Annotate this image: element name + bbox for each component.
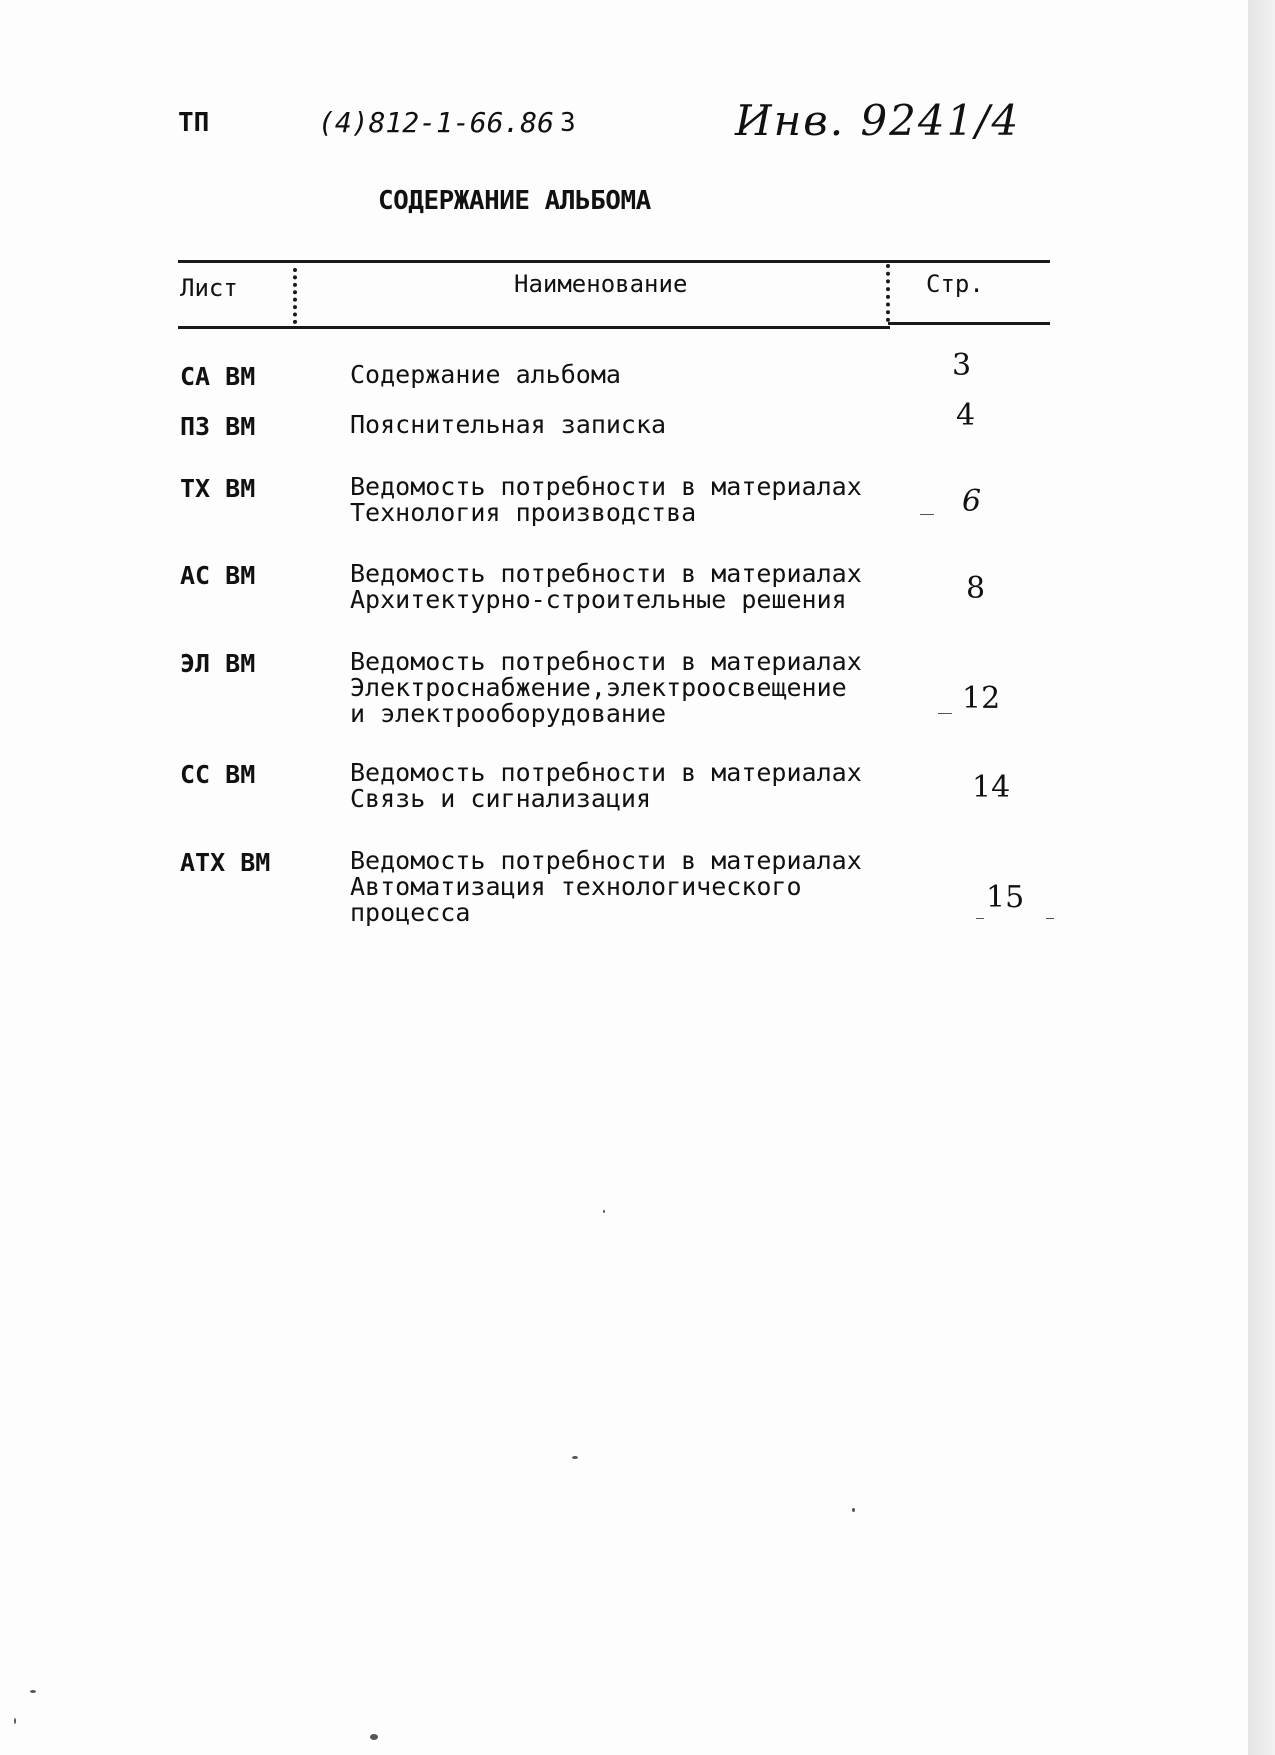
row-sheet-code: ЭЛ ВМ	[180, 649, 256, 678]
row-page-number: 12	[962, 681, 1001, 716]
row-name	[350, 474, 862, 526]
row-sheet-code: СА ВМ	[180, 362, 256, 391]
handwritten-inventory-number: Инв. 9241/4	[735, 96, 1021, 145]
row-page-number: 14	[972, 770, 1011, 805]
column-header-page: Стр.	[926, 270, 984, 298]
table-header-rule	[178, 326, 890, 329]
scan-speck	[603, 1210, 605, 1213]
row-name-line: Ведомость потребности в материалах	[350, 647, 862, 676]
table-top-rule	[178, 260, 1050, 263]
row-name-line: Ведомость потребности в материалах	[350, 559, 862, 588]
row-name-line: Связь и сигнализация	[350, 784, 652, 813]
row-name-line: Технология производства	[350, 498, 697, 527]
leader-dash	[938, 713, 952, 714]
row-name	[350, 760, 862, 812]
row-page-number: 15	[986, 880, 1025, 915]
row-name	[350, 412, 666, 438]
header-sheet-number: 3	[560, 108, 576, 138]
row-page-number: 3	[952, 348, 972, 383]
row-sheet-code: АТХ ВМ	[180, 848, 271, 877]
row-page-number: 6	[962, 484, 982, 519]
page-title: СОДЕРЖАНИЕ АЛЬБОМА	[378, 186, 651, 216]
row-name-line: Пояснительная записка	[350, 410, 667, 439]
row-page-number: 4	[956, 398, 976, 433]
row-name-line: Автоматизация технологического	[350, 872, 802, 901]
row-name-line: Ведомость потребности в материалах	[350, 758, 862, 787]
row-name	[350, 362, 621, 388]
row-sheet-code: ПЗ ВМ	[180, 412, 256, 441]
row-name	[350, 649, 862, 727]
table-header-rule	[888, 322, 1050, 325]
row-name-line: и электрооборудование	[350, 699, 667, 728]
leader-dash	[976, 918, 984, 919]
row-name-line: процесса	[350, 898, 471, 927]
row-name-line: Содержание альбома	[350, 360, 621, 389]
scan-speck	[852, 1508, 855, 1512]
row-name-line: Архитектурно-строительные решения	[350, 585, 847, 614]
leader-dash	[1046, 918, 1054, 919]
column-separator	[886, 264, 890, 322]
column-separator	[293, 268, 297, 324]
row-sheet-code: СС ВМ	[180, 760, 256, 789]
row-page-number: 8	[966, 571, 986, 606]
scan-speck	[30, 1690, 36, 1693]
column-header-name: Наименование	[514, 270, 688, 298]
row-name	[350, 848, 862, 926]
column-header-sheet: Лист	[180, 274, 238, 302]
row-name-line: Ведомость потребности в материалах	[350, 472, 862, 501]
row-name-line: Электроснабжение,электроосвещение	[350, 673, 847, 702]
row-sheet-code: АС ВМ	[180, 561, 256, 590]
scan-speck	[572, 1456, 578, 1459]
scan-speck	[14, 1718, 16, 1724]
row-name	[350, 561, 862, 613]
header-series: ТП	[178, 108, 210, 138]
scan-speck	[370, 1734, 378, 1740]
scan-edge	[1248, 0, 1275, 1755]
leader-dash	[920, 514, 934, 515]
header-project-code: (4)812-1-66.86	[318, 106, 555, 139]
row-sheet-code: ТХ ВМ	[180, 474, 256, 503]
row-name-line: Ведомость потребности в материалах	[350, 846, 862, 875]
